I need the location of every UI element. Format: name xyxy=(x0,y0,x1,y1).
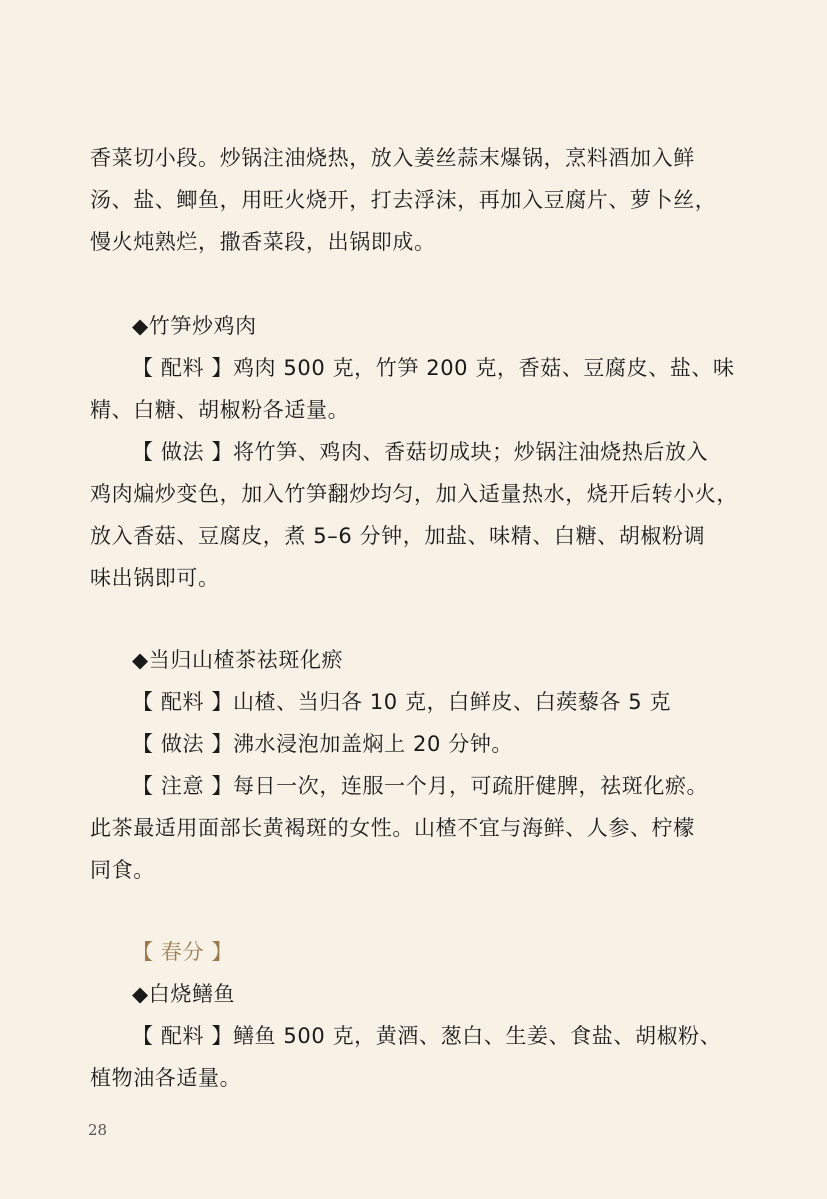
recipe-ingredients: 植物油各适量。 xyxy=(90,1066,242,1090)
recipe-method: 【 做法 】将竹笋、鸡肉、香菇切成块；炒锅注油烧热后放入 xyxy=(132,440,709,464)
recipe-method: 味出锅即可。 xyxy=(90,566,220,590)
recipe-note: 此茶最适用面部长黄褐斑的女性。山楂不宜与海鲜、人参、柠檬 xyxy=(90,816,695,840)
recipe-method: 放入香菇、豆腐皮，煮 5–6 分钟，加盐、味精、白糖、胡椒粉调 xyxy=(90,524,706,548)
recipe-title: ◆白烧鳝鱼 xyxy=(132,982,236,1006)
recipe-method: 【 做法 】沸水浸泡加盖焖上 20 分钟。 xyxy=(132,732,514,756)
season-heading: 【 春分 】 xyxy=(132,940,233,964)
body-text-line: 香菜切小段。炒锅注油烧热，放入姜丝蒜末爆锅，烹料酒加入鲜 xyxy=(90,146,695,170)
recipe-ingredients: 【 配料 】山楂、当归各 10 克，白鲜皮、白蒺藜各 5 克 xyxy=(132,690,672,714)
body-text-line: 慢火炖熟烂，撒香菜段，出锅即成。 xyxy=(90,230,436,254)
recipe-method: 鸡肉煸炒变色，加入竹笋翻炒均匀，加入适量热水，烧开后转小火， xyxy=(90,482,738,506)
recipe-ingredients: 精、白糖、胡椒粉各适量。 xyxy=(90,398,350,422)
recipe-note: 【 注意 】每日一次，连服一个月，可疏肝健脾，祛斑化瘀。 xyxy=(132,774,709,798)
recipe-title: ◆当归山楂茶祛斑化瘀 xyxy=(132,648,344,672)
recipe-note: 同食。 xyxy=(90,858,155,882)
page-number: 28 xyxy=(88,1121,108,1139)
recipe-title: ◆竹笋炒鸡肉 xyxy=(132,314,257,338)
body-text-line: 汤、盐、鲫鱼，用旺火烧开，打去浮沫，再加入豆腐片、萝卜丝， xyxy=(90,188,717,212)
recipe-ingredients: 【 配料 】鸡肉 500 克，竹笋 200 克，香菇、豆腐皮、盐、味 xyxy=(132,356,735,380)
recipe-ingredients: 【 配料 】鳝鱼 500 克，黄酒、葱白、生姜、食盐、胡椒粉、 xyxy=(132,1024,722,1048)
